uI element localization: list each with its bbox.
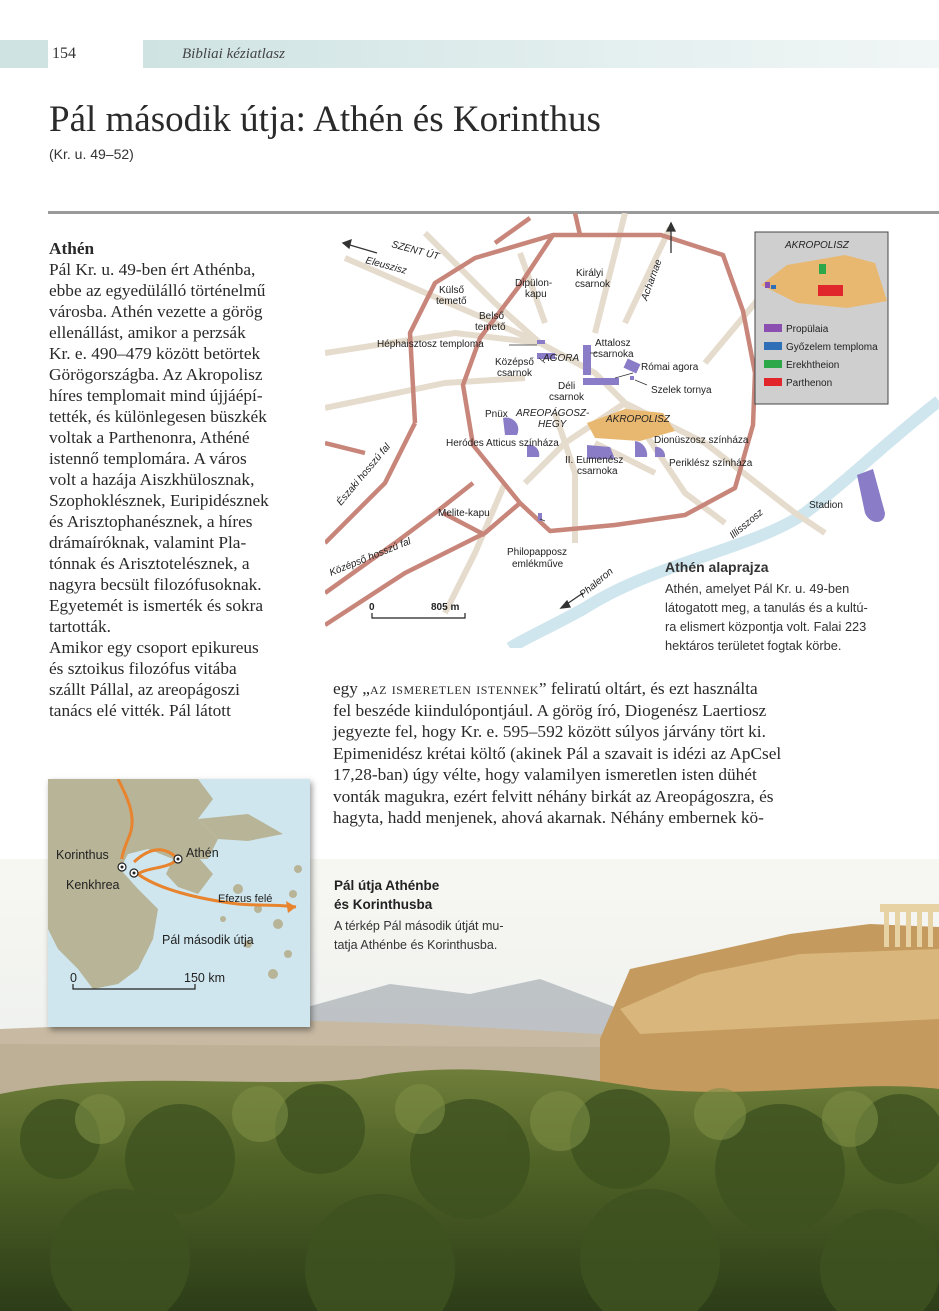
label-philopapposz-1: Philopapposz [507, 547, 568, 558]
page-number: 154 [52, 45, 76, 62]
caption-line: látogatott meg, a tanulás és a kultú- [665, 600, 868, 615]
label-illissosz: Illisszosz [727, 507, 766, 542]
label-kiralyi-1: Királyi [576, 268, 604, 279]
label-eleuszisz: Eleuszisz [364, 255, 408, 277]
page-subtitle: (Kr. u. 49–52) [49, 146, 134, 162]
body-line: Pál Kr. u. 49-ben ért Athénba, [49, 260, 256, 279]
body-line: hagyta, hadd menjenek, ahová akarnak. Néhány embernek kö- [333, 808, 764, 827]
parthenon-ruin [880, 904, 939, 947]
body-line: fel beszéde kiindulópontjául. A görög író, Diogenész Laertiosz [333, 700, 767, 720]
body-line: és sztoikus filozófus vitába [49, 659, 237, 678]
label-belso-temeto-1: Belső [479, 311, 505, 322]
body-line: vonták magukra, ezért felvitt néhány birkát az Areopágoszra, és [333, 786, 774, 806]
label-kulso-temeto-1: Külső [439, 285, 465, 296]
body-line: Amikor egy csoport epikureus [49, 638, 259, 657]
label-kozepso-fal: Középső hosszú fal [328, 536, 413, 579]
text-column-left [49, 238, 311, 721]
label-acharnae: Acharnae [639, 258, 665, 303]
label-efezus: Efezus felé [218, 893, 273, 905]
caption-line: tatja Athénbe és Korinthusba. [334, 937, 498, 952]
label-attalosz-2: csarnoka [593, 349, 634, 360]
body-line: tanács elé vitték. Pál látott [49, 701, 231, 720]
svg-text:805 m: 805 m [431, 602, 460, 613]
body-line: Szophoklésznek, Euripidésznek [49, 491, 269, 510]
label-areopagosz-1: AREOPÁGOSZ- [516, 408, 590, 419]
legend-swatch-1 [764, 342, 782, 350]
label-hephaisztosz: Héphaisztosz temploma [377, 339, 484, 350]
label-eszaki-fal: Északi hosszú fal [334, 441, 393, 508]
legend-swatch-3 [764, 378, 782, 386]
label-dionuszosz: Dionüszosz színháza [654, 435, 749, 446]
label-scale-dist: 150 km [184, 971, 225, 985]
body-line: híres templomait mind újjáépí- [49, 386, 263, 405]
stadion-shape [857, 469, 885, 522]
body-line: tónnak és Arisztotelésznek, a [49, 554, 250, 573]
caption-title: Athén alaprajza [665, 559, 769, 575]
label-herodes: Heródes Atticus színháza [446, 438, 559, 449]
caption-line: A térkép Pál második útját mu- [334, 919, 504, 933]
label-athen: Athén [186, 846, 219, 860]
body-line: tették, és különlegesen büszkék [49, 407, 267, 426]
body-line: drámaíróknak, valamint Pla- [49, 533, 247, 552]
label-romai-agora: Római agora [641, 362, 699, 373]
svg-text:Propülaia: Propülaia [786, 324, 829, 335]
label-dipulon-1: Dipülon- [515, 278, 553, 289]
text-column-right [333, 678, 873, 829]
label-akropolisz: AKROPOLISZ [606, 414, 670, 425]
label-route: Pál második útja [162, 933, 254, 947]
label-stadion: Stadion [809, 500, 843, 511]
svg-text:0: 0 [369, 602, 375, 613]
inscription-text: az ismeretlen istennek [369, 679, 539, 698]
body-line: Görögországba. Az Akropolisz [49, 365, 263, 384]
label-deli-csarnok-2: csarnok [549, 392, 585, 403]
svg-text:Parthenon: Parthenon [786, 378, 833, 389]
body-line: istennő templomára. A város [49, 449, 247, 468]
label-periklesz: Periklész színháza [669, 458, 753, 469]
label-belso-temeto-2: temető [475, 322, 506, 333]
label-dipulon-2: kapu [525, 289, 547, 300]
body-line: volt a hazája Aiszkhülosznak, [49, 470, 255, 489]
body-line: és Arisztophanésznek, a híres [49, 512, 253, 531]
label-philopapposz-2: emlékműve [512, 559, 564, 570]
body-line: voltak a Parthenonra, Athéné [49, 428, 250, 447]
body-line: városba. Athén vezette a görög [49, 302, 263, 321]
label-eumenesz-1: II. Eumenész [565, 455, 624, 466]
label-szelek-tornya: Szelek tornya [651, 385, 712, 396]
label-kozepso-csarnok-2: csarnok [497, 368, 533, 379]
section-heading: Athén [49, 239, 95, 258]
body-line: szállt Pállal, az areopágoszi [49, 680, 240, 699]
body-line: nagyra becsült filozófusoknak. [49, 575, 262, 594]
body-line: Egyetemét is ismerték és sokra [49, 596, 264, 615]
label-kiralyi-2: csarnok [575, 279, 611, 290]
running-title: Bibliai kéziatlasz [182, 46, 285, 62]
inset-mark-gyozelem [771, 285, 776, 289]
legend-swatch-2 [764, 360, 782, 368]
label-kenkhrea: Kenkhrea [66, 878, 120, 892]
body-line: 17,28-ban) úgy vélte, hogy valamilyen ismeretlen isten dühét [333, 765, 757, 784]
map-scale-bar [369, 602, 465, 618]
body-line: tartották. [49, 617, 111, 636]
label-attalosz-1: Attalosz [595, 338, 631, 349]
caption-body [334, 917, 534, 954]
label-kozepso-csarnok-1: Középső [495, 357, 534, 368]
caption-line: ra elismert központja volt. Falai 223 [665, 619, 867, 634]
body-line: jegyezte fel, hogy Kr. e. 595–592 között súlyos járvány tört ki. [333, 722, 766, 741]
legend-swatch-0 [764, 324, 782, 332]
label-pnux: Pnüx [485, 409, 508, 420]
page-title: Pál második útja: Athén és Korinthus [49, 99, 601, 140]
body-line: ebbe az egyedülálló történelmű [49, 281, 266, 300]
caption-line: hektáros területet fogtak körbe. [665, 638, 842, 653]
svg-text:Győzelem temploma: Győzelem temploma [786, 342, 878, 353]
body-line: ellenállást, amikor a perzsák [49, 323, 246, 342]
label-korinthus: Korinthus [56, 848, 109, 862]
label-szent-ut: SZENT ÚT [390, 239, 441, 263]
body-line: Kr. e. 490–479 között betörtek [49, 344, 261, 363]
label-melite: Melite-kapu [438, 508, 490, 519]
body-line: egy „az ismeretlen istennek” feliratú oltárt, és ezt használta [333, 679, 758, 698]
route-map-caption [334, 876, 534, 954]
body-line: Epimenidész krétai költő (akinek Pál a szavait is idézi az ApCsel [333, 743, 782, 763]
label-agora: AGORA [543, 353, 580, 364]
caption-title-line: és Korinthusba [334, 897, 433, 912]
inset-mark-erekhtheion [819, 264, 826, 274]
athens-map-caption [665, 559, 905, 655]
inset-mark-propulaia [765, 282, 770, 288]
caption-line: Athén, amelyet Pál Kr. u. 49-ben [665, 581, 850, 596]
acropolis-inset [755, 232, 888, 404]
label-phaleron: Phaleron [577, 566, 616, 601]
greece-route-map [48, 779, 310, 1027]
label-eumenesz-2: csarnoka [577, 466, 618, 477]
svg-text:AKROPOLISZ: AKROPOLISZ [785, 240, 849, 251]
caption-title-line: Pál útja Athénbe [334, 878, 440, 893]
label-areopagosz-2: HEGY [538, 419, 567, 430]
label-deli-csarnok-1: Déli [558, 381, 576, 392]
inset-mark-parthenon [818, 285, 843, 296]
label-kulso-temeto-2: temető [436, 296, 467, 307]
label-scale-zero: 0 [70, 971, 77, 985]
header-band-left [0, 40, 48, 68]
svg-text:Erekhtheion: Erekhtheion [786, 360, 840, 371]
